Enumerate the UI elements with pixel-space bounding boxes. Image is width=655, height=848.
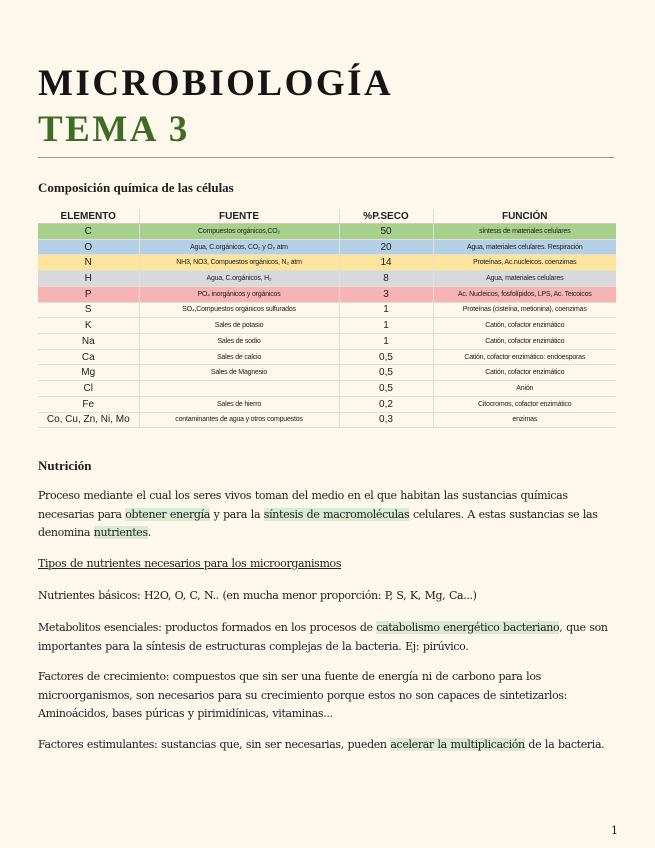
cell-elemento: O: [38, 239, 139, 255]
cell-elemento: Na: [38, 334, 139, 350]
cell-pseco: 0,5: [339, 365, 433, 381]
page-number: 1: [611, 824, 618, 837]
nutrient-types-heading: [38, 555, 618, 574]
basic-nutrients-paragraph: Nutrientes básicos: H2O, O, C, N.. (en mucha menor proporción: P, S, K, Mg, Ca...): [38, 589, 477, 602]
table-row: [38, 365, 616, 381]
cell-elemento: H: [38, 271, 139, 287]
cell-pseco: 0,2: [339, 396, 433, 412]
table-row: [38, 412, 616, 428]
cell-pseco: 50: [339, 224, 433, 240]
cell-funcion: enzimas: [433, 412, 616, 428]
metabolites-text-1: Metabolitos esenciales: productos formados en los procesos de: [38, 621, 377, 634]
metabolites-text-2: , que son importantes para la síntesis de estructuras complejas de la bacteria. Ej: pirúvico.: [38, 621, 608, 653]
table-row: [38, 349, 616, 365]
cell-funcion: Catión, cofactor enzimático: endoesporas: [433, 349, 616, 365]
highlight-catabolismo: catabolismo energético bacteriano: [376, 621, 560, 634]
table-row: [38, 271, 616, 287]
cell-elemento: Fe: [38, 396, 139, 412]
table-row: [38, 255, 616, 271]
cell-fuente: Sales de Magnesio: [139, 365, 339, 381]
cell-pseco: 14: [339, 255, 433, 271]
cell-elemento: Ca: [38, 349, 139, 365]
table-row: [38, 334, 616, 350]
cell-funcion: Catión, cofactor enzimático: [433, 365, 616, 381]
cell-funcion: Catión, cofactor enzimático: [433, 318, 616, 334]
title-divider: [38, 157, 614, 158]
cell-pseco: 20: [339, 239, 433, 255]
cell-pseco: 0,3: [339, 412, 433, 428]
stimulant-text-1: Factores estimulantes: sustancias que, sin ser necesarias, pueden: [38, 738, 391, 751]
cell-elemento: N: [38, 255, 139, 271]
nutrient-types-heading-text: Tipos de nutrientes necesarios para los microorganismos: [38, 557, 342, 570]
highlight-sintesis-macromoleculas: síntesis de macromoléculas: [263, 507, 410, 521]
nutrition-text-1: Proceso mediante el cual los seres vivos toman del medio en el que habitan las sustancias químicas necesarias para: [38, 489, 568, 521]
header-elemento: ELEMENTO: [38, 209, 139, 224]
cell-elemento: P: [38, 286, 139, 302]
growth-factors-paragraph: Factores de crecimiento: compuestos que sin ser una fuente de energía ni de carbono para los microorganismos, son necesarios para su crecimiento porque estos no son capaces de sintetizarlos: Aminoácidos, bases púricas y pirimidínicas, vitaminas...: [38, 670, 567, 720]
header-funcion: FUNCIÓN: [433, 209, 616, 224]
cell-elemento: K: [38, 318, 139, 334]
table-row: [38, 286, 616, 302]
highlight-acelerar-multiplicacion: acelerar la multiplicación: [390, 738, 525, 751]
composition-heading: Composición química de las células: [38, 180, 234, 195]
cell-funcion: Agua, materiales celulares: [433, 271, 616, 287]
cell-elemento: S: [38, 302, 139, 318]
table-row: [38, 302, 616, 318]
composition-table: [38, 209, 616, 428]
cell-fuente: Compuestos orgánicos,CO₂: [139, 224, 339, 240]
table-header-row: [38, 209, 616, 224]
cell-funcion: Anión: [433, 381, 616, 397]
table-row: [38, 318, 616, 334]
nutrition-heading: Nutrición: [38, 458, 92, 473]
table-row: [38, 239, 616, 255]
table-row: [38, 396, 616, 412]
cell-fuente: Sales de hierro: [139, 396, 339, 412]
cell-funcion: Citocromos, cofactor enzimático: [433, 396, 616, 412]
cell-elemento: Cl: [38, 381, 139, 397]
cell-fuente: [139, 381, 339, 397]
document-subtitle: TEMA 3: [38, 109, 190, 150]
cell-pseco: 0,5: [339, 349, 433, 365]
nutrition-text-4: .: [147, 526, 151, 539]
cell-pseco: 1: [339, 334, 433, 350]
cell-fuente: Sales de calcio: [139, 349, 339, 365]
cell-fuente: PO₄ inorgánicos y orgánicos: [139, 286, 339, 302]
cell-elemento: Co, Cu, Zn, Ni, Mo: [38, 412, 139, 428]
cell-fuente: Agua, C.orgánicos, H₂: [139, 271, 339, 287]
cell-fuente: Sales de sodio: [139, 334, 339, 350]
cell-funcion: Agua, materiales celulares. Respiración: [433, 239, 616, 255]
cell-pseco: 0,5: [339, 381, 433, 397]
highlight-obtener-energia: obtener energía: [125, 507, 210, 521]
cell-elemento: C: [38, 224, 139, 240]
header-pseco: %P.SECO: [339, 209, 433, 224]
cell-funcion: síntesis de materiales celulares: [433, 224, 616, 240]
stimulant-factors-paragraph: [38, 736, 618, 755]
cell-fuente: Agua, C.orgánicos, CO₂ y O₂ atm: [139, 239, 339, 255]
table-row: [38, 224, 616, 240]
stimulant-text-2: de la bacteria.: [524, 738, 605, 751]
table-row: [38, 381, 616, 397]
cell-fuente: SO₄,Compuestos orgánicos sulfurados: [139, 302, 339, 318]
cell-funcion: Catión, cofactor enzimático: [433, 334, 616, 350]
cell-fuente: contaminantes de agua y otros compuestos: [139, 412, 339, 428]
header-fuente: FUENTE: [139, 209, 339, 224]
cell-pseco: 3: [339, 286, 433, 302]
nutrition-paragraph: [38, 487, 618, 543]
cell-elemento: Mg: [38, 365, 139, 381]
cell-fuente: NH3, NO3, Compuestos orgánicos, N₂ atm: [139, 255, 339, 271]
highlight-nutrientes: nutrientes: [93, 526, 148, 539]
cell-funcion: Proteínas (cisteína, metionina), coenzimas: [433, 302, 616, 318]
document-title: MICROBIOLOGÍA: [38, 63, 394, 104]
cell-pseco: 8: [339, 271, 433, 287]
cell-funcion: Ac. Nucleicos, fosfolípidos, LPS, Ac. Teicoicos: [433, 286, 616, 302]
cell-funcion: Proteínas, Ac.nucleicos. coenzimas: [433, 255, 616, 271]
cell-pseco: 1: [339, 302, 433, 318]
nutrition-text-3: celulares. A estas sustancias se las denomina: [38, 507, 598, 539]
cell-pseco: 1: [339, 318, 433, 334]
cell-fuente: Sales de potasio: [139, 318, 339, 334]
metabolites-paragraph: [38, 619, 618, 656]
nutrition-text-2: y para la: [209, 507, 264, 521]
